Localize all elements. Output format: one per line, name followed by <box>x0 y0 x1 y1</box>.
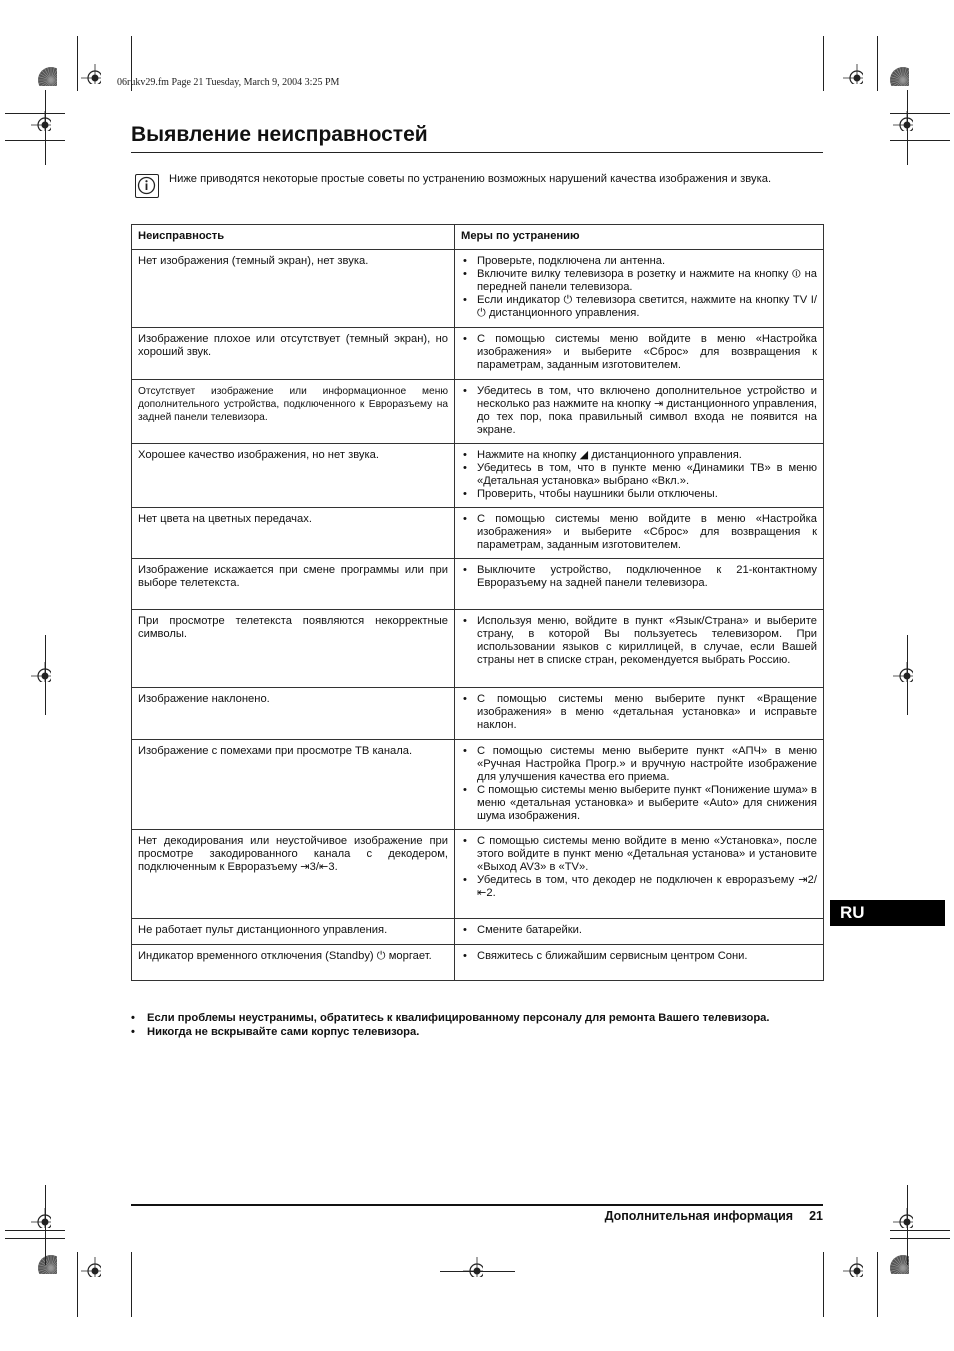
crop-line <box>45 90 46 165</box>
crop-line <box>131 1252 132 1317</box>
crop-line <box>5 140 65 141</box>
table-header-row <box>132 225 824 250</box>
registration-mark-icon <box>31 1208 51 1228</box>
crop-line <box>890 1230 950 1231</box>
page-footer <box>605 1209 823 1223</box>
remedy-list <box>461 385 817 437</box>
table-row <box>132 610 824 688</box>
problem-cell: Изображение плохое или отсутствует (темный экран), но хороший звук. <box>132 328 455 380</box>
crop-line <box>890 140 950 141</box>
remedy-item: • Выключите устройство, подключенное к 21-контактному Евроразъему на задней панели телевизора. <box>461 564 817 590</box>
color-target-icon <box>889 66 909 86</box>
column-header-remedy: Меры по устранению <box>455 225 824 250</box>
remedy-cell <box>455 444 824 508</box>
table-row <box>132 688 824 740</box>
remedy-item: • С помощью системы меню выберите пункт «Понижение шума» в меню «детальная установка» и выберите «Auto» для снижения шума изображения. <box>461 784 817 823</box>
registration-mark-icon <box>31 111 51 131</box>
remedy-list <box>461 255 817 320</box>
registration-mark-icon <box>463 1257 483 1277</box>
crop-line <box>823 1252 824 1317</box>
registration-mark-icon <box>81 64 101 84</box>
registration-mark-icon <box>843 1257 863 1277</box>
table-row <box>132 919 824 945</box>
problem-cell: Изображение с помехами при просмотре ТВ канала. <box>132 740 455 830</box>
table-row <box>132 380 824 444</box>
remedy-list <box>461 513 817 552</box>
remedy-item: • Убедитесь в том, что включено дополнительное устройство и несколько раз нажмите на кнопку ⇥ дистанционного управления, до тех пор, пока правильный символ входа не появится на экране. <box>461 385 817 437</box>
registration-mark-icon <box>843 64 863 84</box>
color-target-icon <box>37 1254 57 1274</box>
footer-section-title: Дополнительная информация <box>604 1209 794 1223</box>
file-header-line: 06rukv29.fm Page 21 Tuesday, March 9, 2004 3:25 PM <box>117 77 340 88</box>
language-tab: RU <box>830 900 945 926</box>
remedy-item: • Убедитесь в том, что декодер не подключен к евроразъему ⇥2/⇤2. <box>461 874 817 900</box>
problem-cell: При просмотре телетекста появляются некорректные символы. <box>132 610 455 688</box>
problem-cell: Нет изображения (темный экран), нет звука. <box>132 250 455 328</box>
warning-notes <box>131 1011 817 1039</box>
crop-line <box>877 1252 878 1317</box>
table-row <box>132 945 824 981</box>
crop-line <box>890 113 950 114</box>
remedy-cell <box>455 380 824 444</box>
remedy-cell <box>455 250 824 328</box>
remedy-item: • С помощью системы меню войдите в меню «Настройка изображения» и выберите «Сброс» для возвращения к параметрам, заданным изготовителем. <box>461 333 817 372</box>
remedy-list <box>461 449 817 501</box>
crop-line <box>5 1238 65 1239</box>
registration-mark-icon <box>893 662 913 682</box>
title-rule <box>131 152 823 153</box>
registration-mark-icon <box>81 1257 101 1277</box>
problem-cell: Нет декодирования или неустойчивое изображение при просмотре закодированного канала с декодером, подключенным к Евроразъему ⇥3/⇤3. <box>132 830 455 919</box>
problem-cell: Хорошее качество изображения, но нет звука. <box>132 444 455 508</box>
remedy-list <box>461 745 817 823</box>
remedy-item: • Используя меню, войдите в пункт «Язык/Страна» и выберите страну, в которой Вы пользуетесь телевизором. При использовании языков с кириллицей, в случае, если Вашей страны нет в списке стран, рекомендуется выбрать Россию. <box>461 615 817 667</box>
problem-cell: Не работает пульт дистанционного управления. <box>132 919 455 945</box>
remedy-item: • С помощью системы меню войдите в меню «Настройка изображения» и выберите «Сброс» для возвращения к параметрам, заданным изготовителем. <box>461 513 817 552</box>
remedy-cell <box>455 508 824 559</box>
remedy-cell <box>455 919 824 945</box>
crop-line <box>45 635 46 715</box>
problem-cell: Индикатор временного отключения (Standby) ⏻ моргает. <box>132 945 455 981</box>
crop-line <box>890 1238 950 1239</box>
remedy-cell <box>455 610 824 688</box>
crop-line <box>77 1252 78 1317</box>
remedy-cell <box>455 740 824 830</box>
color-target-icon <box>889 1254 909 1274</box>
note-item: • Если проблемы неустранимы, обратитесь к квалифицированному персоналу для ремонта Вашего телевизора. <box>131 1011 817 1025</box>
table-row <box>132 444 824 508</box>
page-title: Выявление неисправностей <box>131 123 428 146</box>
remedy-item: • Если индикатор ⏻ телевизора светится, нажмите на кнопку TV I/⏻ дистанционного управления. <box>461 294 817 320</box>
remedy-item: • С помощью системы меню выберите пункт «АПЧ» в меню «Ручная Настройка Прогр.» и вручную настройте изображение для улучшения качества его приема. <box>461 745 817 784</box>
crop-line <box>45 1185 46 1265</box>
problem-cell: Нет цвета на цветных передачах. <box>132 508 455 559</box>
remedy-list <box>461 564 817 590</box>
crop-line <box>907 635 908 715</box>
note-item: • Никогда не вскрывайте сами корпус телевизора. <box>131 1025 817 1039</box>
registration-mark-icon <box>893 1208 913 1228</box>
problem-cell: Изображение наклонено. <box>132 688 455 740</box>
remedy-cell <box>455 559 824 610</box>
crop-line <box>5 113 65 114</box>
remedy-list <box>461 950 817 963</box>
table-row <box>132 559 824 610</box>
table-row <box>132 508 824 559</box>
remedy-cell <box>455 328 824 380</box>
remedy-cell <box>455 688 824 740</box>
info-icon <box>135 174 159 198</box>
crop-line <box>907 90 908 165</box>
crop-line <box>907 1185 908 1265</box>
footer-rule <box>131 1204 823 1206</box>
registration-mark-icon <box>893 111 913 131</box>
problem-cell: Изображение искажается при смене программы или при выборе телетекста. <box>132 559 455 610</box>
color-target-icon <box>37 66 57 86</box>
remedy-item: • Включите вилку телевизора в розетку и нажмите на кнопку ⏼ на передней панели телевизора. <box>461 268 817 294</box>
table-row <box>132 328 824 380</box>
remedy-cell <box>455 830 824 919</box>
registration-mark-icon <box>31 662 51 682</box>
page-number: 21 <box>809 1209 823 1223</box>
table-row <box>132 250 824 328</box>
crop-line <box>823 36 824 91</box>
crop-line <box>440 1271 515 1272</box>
table-row <box>132 740 824 830</box>
remedy-list <box>461 693 817 732</box>
problem-cell: Отсутствует изображение или информационное меню дополнительного устройства, подключенного к Евроразъему на задней панели телевизора. <box>132 380 455 444</box>
remedy-list <box>461 333 817 372</box>
remedy-item: • Нажмите на кнопку ◢ дистанционного управления. <box>461 449 817 462</box>
troubleshooting-table <box>131 224 824 981</box>
remedy-list <box>461 924 817 937</box>
remedy-item: • Свяжитесь с ближайшим сервисным центром Сони. <box>461 950 817 963</box>
remedy-item: • Убедитесь в том, что в пункте меню «Динамики ТВ» в меню «Детальная установка» выбрано «Вкл.». <box>461 462 817 488</box>
remedy-list <box>461 835 817 900</box>
crop-line <box>877 36 878 91</box>
remedy-item: • С помощью системы меню выберите пункт «Вращение изображения» в меню «детальная установка» и исправьте наклон. <box>461 693 817 732</box>
column-header-problem: Неисправность <box>132 225 455 250</box>
remedy-item: • Смените батарейки. <box>461 924 817 937</box>
remedy-list <box>461 615 817 667</box>
remedy-item: • Проверьте, подключена ли антенна. <box>461 255 817 268</box>
crop-line <box>5 1230 65 1231</box>
intro-text: Ниже приводятся некоторые простые советы по устранению возможных нарушений качества изображения и звука. <box>169 173 772 185</box>
remedy-cell <box>455 945 824 981</box>
remedy-item: • Проверить, чтобы наушники были отключены. <box>461 488 817 501</box>
remedy-item: • С помощью системы меню войдите в меню «Установка», после этого войдите в пункт меню «Детальная установа» и установите «Выход AV3» в «TV». <box>461 835 817 874</box>
table-row <box>132 830 824 919</box>
crop-line <box>77 36 78 91</box>
